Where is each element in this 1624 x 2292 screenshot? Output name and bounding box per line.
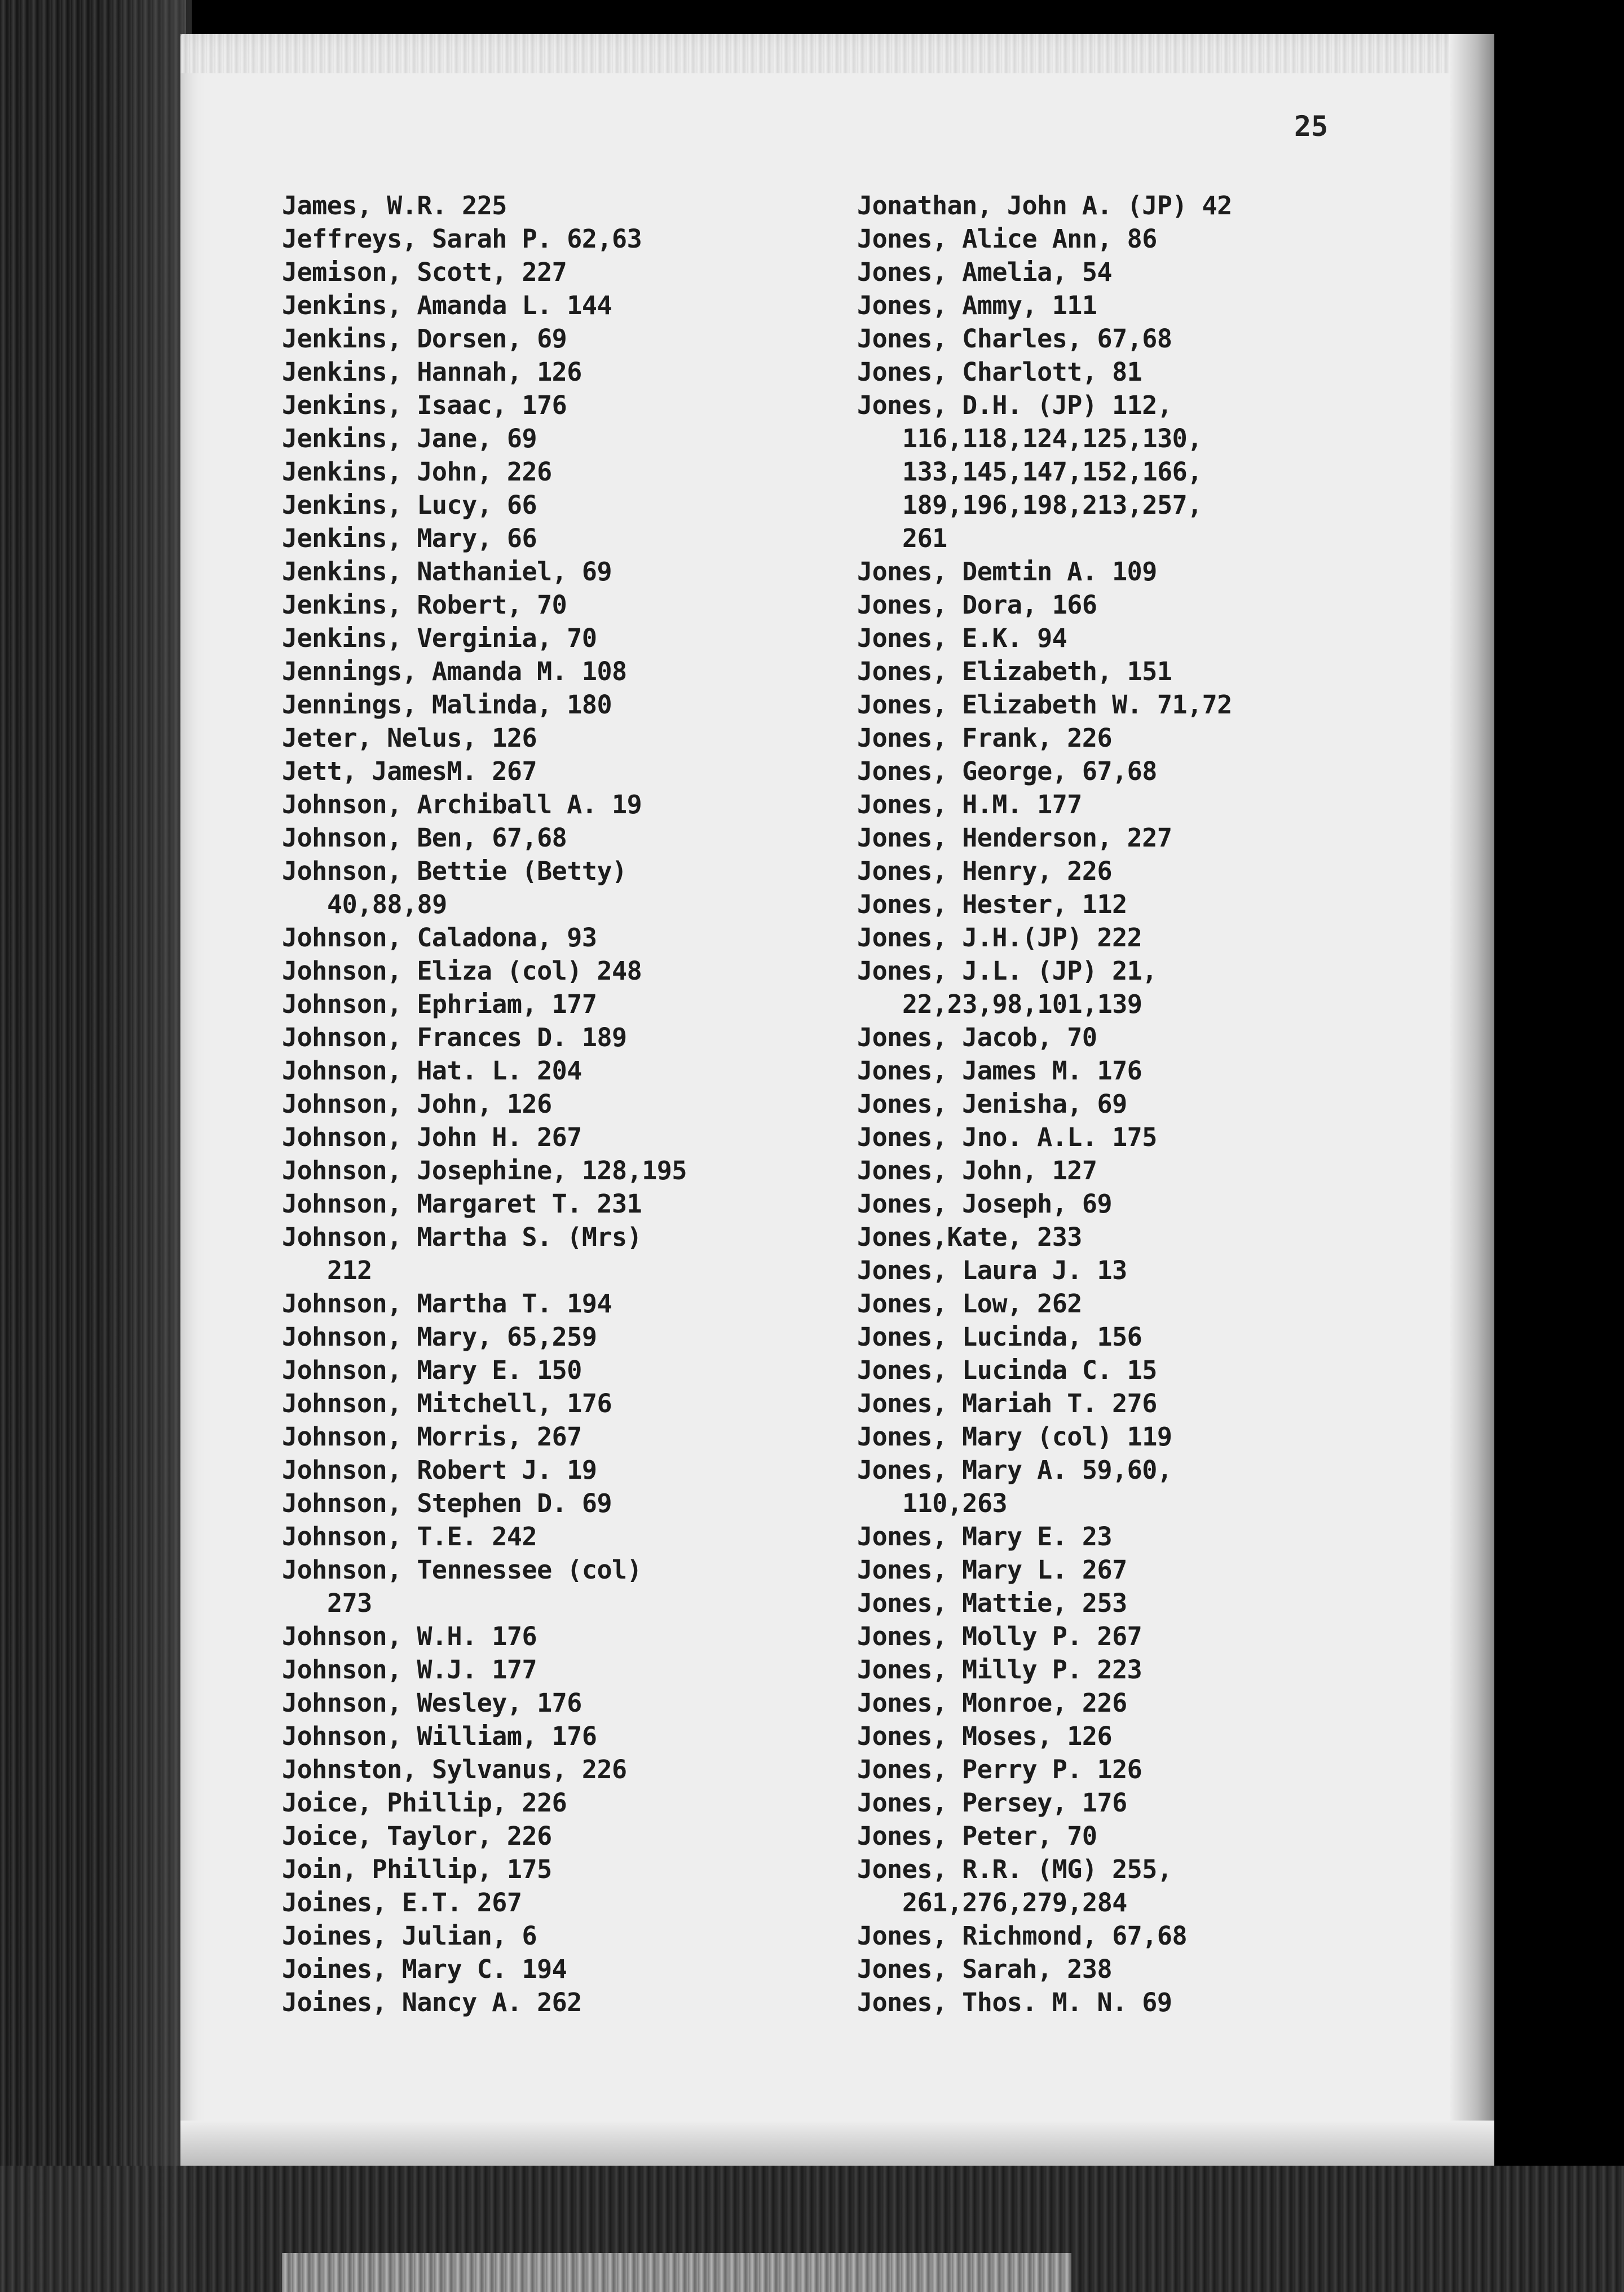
index-entry: Jones, Richmond, 67,68: [857, 1921, 1188, 1951]
index-entry: Jones, Mary E. 23: [857, 1522, 1113, 1551]
index-entry: Jones, Laura J. 13: [857, 1255, 1127, 1285]
index-entry: 133,145,147,152,166,: [902, 457, 1202, 487]
index-entry: 212: [327, 1255, 372, 1285]
index-entry: Jones, Mary (col) 119: [857, 1422, 1172, 1452]
index-entry: Jones, George, 67,68: [857, 756, 1157, 786]
index-entry: Johnson, John H. 267: [282, 1122, 582, 1152]
index-entry: Jones, Milly P. 223: [857, 1655, 1142, 1685]
index-entry: Jones, Mariah T. 276: [857, 1389, 1157, 1418]
index-entry: Johnson, Stephen D. 69: [282, 1488, 612, 1518]
page-top-edge: [180, 34, 1494, 73]
index-entry: Jones, J.H.(JP) 222: [857, 923, 1142, 953]
index-entry: Jenkins, Robert, 70: [282, 590, 567, 620]
index-entry: Jones, Ammy, 111: [857, 290, 1097, 320]
index-entry: Johnson, Caladona, 93: [282, 923, 597, 953]
index-entry: 273: [327, 1588, 372, 1618]
index-entry: Jones, E.K. 94: [857, 623, 1067, 653]
index-entry: Jones, Mary L. 267: [857, 1555, 1127, 1585]
index-entry: Jeffreys, Sarah P. 62,63: [282, 224, 642, 254]
page-number: 25: [1294, 110, 1329, 143]
index-entry: 261: [902, 523, 947, 553]
index-entry: Jenkins, Isaac, 176: [282, 390, 567, 420]
index-entry: 110,263: [902, 1488, 1008, 1518]
index-entry: Jonathan, John A. (JP) 42: [857, 191, 1232, 221]
index-entry: Joice, Taylor, 226: [282, 1821, 552, 1851]
index-entry: Johnson, Martha S. (Mrs): [282, 1222, 642, 1252]
index-entry: Jenkins, Dorsen, 69: [282, 324, 567, 354]
index-entry: Johnson, Archiball A. 19: [282, 790, 642, 819]
index-entry: Johnson, Mary, 65,259: [282, 1322, 597, 1352]
index-entry: Jones, Frank, 226: [857, 723, 1113, 753]
index-entry: Johnson, Mitchell, 176: [282, 1389, 612, 1418]
index-entry: Jones, Jacob, 70: [857, 1022, 1097, 1052]
index-entry: Jones, Amelia, 54: [857, 257, 1113, 287]
index-entry: Jones, Elizabeth W. 71,72: [857, 690, 1232, 720]
index-entry: Johnson, Robert J. 19: [282, 1455, 597, 1485]
index-entry: Jones, Sarah, 238: [857, 1954, 1113, 1984]
index-entry: Jenkins, Hannah, 126: [282, 357, 582, 387]
index-entry: Join, Phillip, 175: [282, 1854, 552, 1884]
index-entry: Jones, Henry, 226: [857, 856, 1113, 886]
index-page: [180, 34, 1494, 2166]
index-entry: Jones, Elizabeth, 151: [857, 656, 1172, 686]
index-entry: Jones, John, 127: [857, 1156, 1097, 1185]
index-entry: Jeter, Nelus, 126: [282, 723, 537, 753]
index-entry: Jones, Joseph, 69: [857, 1189, 1113, 1219]
index-entry: Jones, Henderson, 227: [857, 823, 1172, 853]
index-entry: Johnson, W.J. 177: [282, 1655, 537, 1685]
index-entry: 22,23,98,101,139: [902, 989, 1142, 1019]
index-entry: Johnson, Ben, 67,68: [282, 823, 567, 853]
index-entry: Jenkins, Mary, 66: [282, 523, 537, 553]
index-entry: Johnson, Mary E. 150: [282, 1355, 582, 1385]
index-entry: Johnson, Wesley, 176: [282, 1688, 582, 1718]
index-entry: Johnson, Ephriam, 177: [282, 989, 597, 1019]
index-entry: Jones, J.L. (JP) 21,: [857, 956, 1157, 986]
index-entry: 261,276,279,284: [902, 1888, 1127, 1918]
index-entry: Joines, Julian, 6: [282, 1921, 537, 1951]
index-entry: Jenkins, Verginia, 70: [282, 623, 597, 653]
index-entry: Johnson, Martha T. 194: [282, 1289, 612, 1319]
index-entry: Jenkins, Jane, 69: [282, 424, 537, 453]
index-entry: Johnson, Margaret T. 231: [282, 1189, 642, 1219]
index-entry: Johnson, Bettie (Betty): [282, 856, 627, 886]
index-entry: Jones, Jno. A.L. 175: [857, 1122, 1157, 1152]
index-entry: Jones, Mattie, 253: [857, 1588, 1127, 1618]
index-entry: 116,118,124,125,130,: [902, 424, 1202, 453]
index-entry: Jones, Jenisha, 69: [857, 1089, 1127, 1119]
index-entry: Johnson, John, 126: [282, 1089, 552, 1119]
index-entry: Jones, Mary A. 59,60,: [857, 1455, 1172, 1485]
scan-background-right: [1494, 0, 1624, 2292]
page-bottom-edge: [180, 2121, 1494, 2166]
index-entry: Jenkins, Nathaniel, 69: [282, 557, 612, 587]
index-entry: Johnston, Sylvanus, 226: [282, 1755, 627, 1784]
index-entry: Jones, Hester, 112: [857, 889, 1127, 919]
index-entry: Jones, Molly P. 267: [857, 1621, 1142, 1651]
index-entry: Jones, D.H. (JP) 112,: [857, 390, 1172, 420]
index-entry: Jones, Charles, 67,68: [857, 324, 1172, 354]
index-entry: Joines, Nancy A. 262: [282, 1987, 582, 2017]
index-entry: Jones, Lucinda C. 15: [857, 1355, 1157, 1385]
index-entry: Jennings, Malinda, 180: [282, 690, 612, 720]
left-index-column: [282, 189, 687, 2019]
page-stack-edge: [282, 2253, 1071, 2292]
index-entry: Jenkins, Amanda L. 144: [282, 290, 612, 320]
index-entry: Jennings, Amanda M. 108: [282, 656, 627, 686]
index-entry: Jones, Peter, 70: [857, 1821, 1097, 1851]
page-right-edge: [1449, 34, 1494, 2166]
index-entry: 189,196,198,213,257,: [902, 490, 1202, 520]
index-entry: Johnson, Eliza (col) 248: [282, 956, 642, 986]
index-entry: Jones, Thos. M. N. 69: [857, 1987, 1172, 2017]
index-entry: Jones, R.R. (MG) 255,: [857, 1854, 1172, 1884]
index-entry: Jones, Monroe, 226: [857, 1688, 1127, 1718]
index-entry: Joines, Mary C. 194: [282, 1954, 567, 1984]
index-entry: Joice, Phillip, 226: [282, 1788, 567, 1818]
index-entry: Johnson, Josephine, 128,195: [282, 1156, 687, 1185]
index-entry: Jones, Persey, 176: [857, 1788, 1127, 1818]
index-entry: Jenkins, John, 226: [282, 457, 552, 487]
index-entry: Jett, JamesM. 267: [282, 756, 537, 786]
index-entry: James, W.R. 225: [282, 191, 507, 221]
index-entry: Jenkins, Lucy, 66: [282, 490, 537, 520]
index-entry: Johnson, W.H. 176: [282, 1621, 537, 1651]
index-entry: Jones, James M. 176: [857, 1056, 1142, 1086]
index-entry: Johnson, T.E. 242: [282, 1522, 537, 1551]
index-entry: Jones, Lucinda, 156: [857, 1322, 1142, 1352]
index-entry: Joines, E.T. 267: [282, 1888, 522, 1918]
index-entry: Jones, Low, 262: [857, 1289, 1082, 1319]
spine-shadow: [102, 0, 192, 2292]
index-entry: Johnson, Frances D. 189: [282, 1022, 627, 1052]
index-entry: Jones, Alice Ann, 86: [857, 224, 1157, 254]
index-entry: Jones, Moses, 126: [857, 1721, 1113, 1751]
index-entry: Johnson, William, 176: [282, 1721, 597, 1751]
index-entry: Jones, Demtin A. 109: [857, 557, 1157, 587]
index-entry: Johnson, Tennessee (col): [282, 1555, 642, 1585]
index-entry: Jemison, Scott, 227: [282, 257, 567, 287]
index-entry: Jones,Kate, 233: [857, 1222, 1082, 1252]
index-entry: Jones, Perry P. 126: [857, 1755, 1142, 1784]
index-entry: Jones, Dora, 166: [857, 590, 1097, 620]
index-entry: Johnson, Hat. L. 204: [282, 1056, 582, 1086]
index-entry: Johnson, Morris, 267: [282, 1422, 582, 1452]
index-entry: Jones, Charlott, 81: [857, 357, 1142, 387]
right-index-column: [857, 189, 1232, 2019]
index-entry: 40,88,89: [327, 889, 447, 919]
index-entry: Jones, H.M. 177: [857, 790, 1082, 819]
